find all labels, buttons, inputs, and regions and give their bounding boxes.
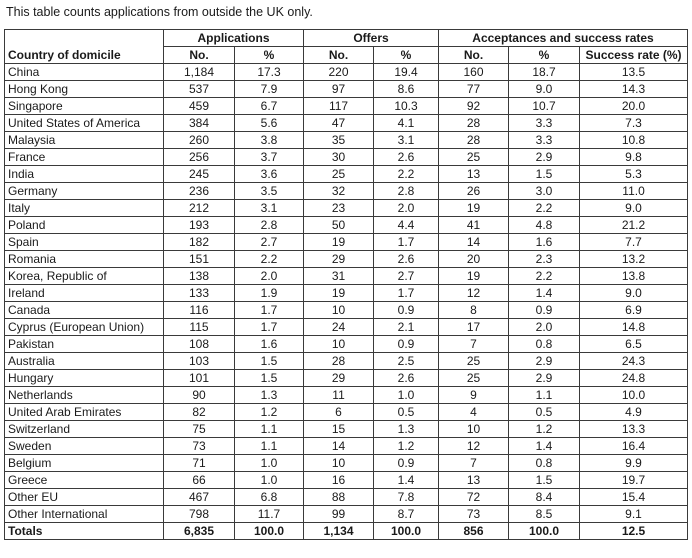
cell-success-rate: 9.9 bbox=[580, 455, 688, 472]
cell-acceptances-pct: 2.3 bbox=[509, 251, 580, 268]
cell-acceptances-no: 26 bbox=[439, 183, 509, 200]
cell-acceptances-pct: 3.3 bbox=[509, 115, 580, 132]
cell-acceptances-pct: 2.9 bbox=[509, 370, 580, 387]
column-header-applications-pct: % bbox=[235, 47, 304, 64]
totals-acceptances-pct: 100.0 bbox=[509, 523, 580, 540]
column-header-success-rate: Success rate (%) bbox=[580, 47, 688, 64]
table-row bbox=[5, 166, 688, 183]
cell-country: United States of America bbox=[5, 115, 164, 132]
cell-offers-pct: 2.6 bbox=[374, 370, 439, 387]
cell-offers-no: 29 bbox=[304, 251, 374, 268]
cell-applications-no: 71 bbox=[164, 455, 235, 472]
cell-acceptances-pct: 8.4 bbox=[509, 489, 580, 506]
cell-success-rate: 6.5 bbox=[580, 336, 688, 353]
cell-offers-pct: 7.8 bbox=[374, 489, 439, 506]
cell-acceptances-no: 12 bbox=[439, 438, 509, 455]
cell-applications-pct: 1.6 bbox=[235, 336, 304, 353]
cell-success-rate: 4.9 bbox=[580, 404, 688, 421]
cell-offers-pct: 4.1 bbox=[374, 115, 439, 132]
cell-acceptances-pct: 10.7 bbox=[509, 98, 580, 115]
cell-applications-no: 116 bbox=[164, 302, 235, 319]
cell-applications-no: 245 bbox=[164, 166, 235, 183]
column-header-offers-pct: % bbox=[374, 47, 439, 64]
table-row bbox=[5, 200, 688, 217]
cell-country: Switzerland bbox=[5, 421, 164, 438]
cell-offers-no: 30 bbox=[304, 149, 374, 166]
cell-offers-no: 15 bbox=[304, 421, 374, 438]
cell-acceptances-pct: 3.3 bbox=[509, 132, 580, 149]
cell-acceptances-pct: 1.6 bbox=[509, 234, 580, 251]
cell-acceptances-no: 14 bbox=[439, 234, 509, 251]
cell-acceptances-pct: 2.0 bbox=[509, 319, 580, 336]
cell-country: United Arab Emirates bbox=[5, 404, 164, 421]
cell-applications-no: 459 bbox=[164, 98, 235, 115]
cell-applications-pct: 2.0 bbox=[235, 268, 304, 285]
cell-country: Canada bbox=[5, 302, 164, 319]
table-row bbox=[5, 251, 688, 268]
cell-acceptances-pct: 0.8 bbox=[509, 455, 580, 472]
table-row bbox=[5, 353, 688, 370]
cell-offers-pct: 0.9 bbox=[374, 455, 439, 472]
cell-offers-no: 19 bbox=[304, 285, 374, 302]
cell-acceptances-no: 10 bbox=[439, 421, 509, 438]
cell-country: Pakistan bbox=[5, 336, 164, 353]
cell-offers-pct: 2.7 bbox=[374, 268, 439, 285]
cell-applications-no: 1,184 bbox=[164, 64, 235, 81]
totals-success-rate: 12.5 bbox=[580, 523, 688, 540]
cell-applications-no: 798 bbox=[164, 506, 235, 523]
cell-offers-no: 14 bbox=[304, 438, 374, 455]
cell-country: Cyprus (European Union) bbox=[5, 319, 164, 336]
table-row bbox=[5, 149, 688, 166]
cell-success-rate: 9.8 bbox=[580, 149, 688, 166]
cell-success-rate: 10.0 bbox=[580, 387, 688, 404]
cell-success-rate: 13.8 bbox=[580, 268, 688, 285]
cell-applications-no: 236 bbox=[164, 183, 235, 200]
cell-applications-pct: 2.7 bbox=[235, 234, 304, 251]
cell-acceptances-pct: 0.9 bbox=[509, 302, 580, 319]
cell-applications-pct: 3.7 bbox=[235, 149, 304, 166]
cell-acceptances-no: 7 bbox=[439, 455, 509, 472]
cell-acceptances-pct: 2.9 bbox=[509, 149, 580, 166]
table-row bbox=[5, 64, 688, 81]
cell-applications-pct: 1.0 bbox=[235, 472, 304, 489]
cell-acceptances-no: 8 bbox=[439, 302, 509, 319]
cell-applications-pct: 1.3 bbox=[235, 387, 304, 404]
cell-applications-pct: 3.5 bbox=[235, 183, 304, 200]
cell-acceptances-pct: 4.8 bbox=[509, 217, 580, 234]
cell-acceptances-no: 28 bbox=[439, 115, 509, 132]
cell-success-rate: 21.2 bbox=[580, 217, 688, 234]
cell-offers-no: 220 bbox=[304, 64, 374, 81]
cell-acceptances-no: 19 bbox=[439, 200, 509, 217]
cell-acceptances-no: 25 bbox=[439, 353, 509, 370]
cell-offers-pct: 2.6 bbox=[374, 251, 439, 268]
column-group-offers: Offers bbox=[304, 30, 439, 47]
cell-acceptances-no: 160 bbox=[439, 64, 509, 81]
cell-acceptances-pct: 3.0 bbox=[509, 183, 580, 200]
cell-applications-no: 75 bbox=[164, 421, 235, 438]
header-row-groups bbox=[5, 30, 688, 47]
cell-applications-pct: 6.8 bbox=[235, 489, 304, 506]
cell-success-rate: 9.0 bbox=[580, 285, 688, 302]
cell-applications-pct: 11.7 bbox=[235, 506, 304, 523]
cell-offers-no: 50 bbox=[304, 217, 374, 234]
cell-applications-no: 101 bbox=[164, 370, 235, 387]
cell-acceptances-pct: 1.4 bbox=[509, 285, 580, 302]
cell-offers-pct: 19.4 bbox=[374, 64, 439, 81]
cell-country: China bbox=[5, 64, 164, 81]
totals-row bbox=[5, 523, 688, 540]
cell-offers-pct: 0.5 bbox=[374, 404, 439, 421]
cell-applications-no: 73 bbox=[164, 438, 235, 455]
cell-country: Sweden bbox=[5, 438, 164, 455]
cell-applications-pct: 1.5 bbox=[235, 370, 304, 387]
table-row bbox=[5, 268, 688, 285]
cell-applications-pct: 3.6 bbox=[235, 166, 304, 183]
cell-success-rate: 11.0 bbox=[580, 183, 688, 200]
cell-success-rate: 14.8 bbox=[580, 319, 688, 336]
cell-success-rate: 5.3 bbox=[580, 166, 688, 183]
table-row bbox=[5, 132, 688, 149]
cell-applications-no: 467 bbox=[164, 489, 235, 506]
cell-success-rate: 13.5 bbox=[580, 64, 688, 81]
cell-applications-pct: 2.8 bbox=[235, 217, 304, 234]
cell-success-rate: 13.2 bbox=[580, 251, 688, 268]
table-row bbox=[5, 336, 688, 353]
cell-acceptances-pct: 2.2 bbox=[509, 200, 580, 217]
cell-country: India bbox=[5, 166, 164, 183]
table-row bbox=[5, 387, 688, 404]
table-row bbox=[5, 489, 688, 506]
cell-offers-pct: 1.3 bbox=[374, 421, 439, 438]
cell-applications-pct: 1.5 bbox=[235, 353, 304, 370]
cell-country: Belgium bbox=[5, 455, 164, 472]
cell-offers-pct: 0.9 bbox=[374, 302, 439, 319]
table-row bbox=[5, 217, 688, 234]
table-row bbox=[5, 472, 688, 489]
table-row bbox=[5, 98, 688, 115]
cell-country: Malaysia bbox=[5, 132, 164, 149]
cell-success-rate: 14.3 bbox=[580, 81, 688, 98]
cell-offers-pct: 4.4 bbox=[374, 217, 439, 234]
cell-acceptances-no: 7 bbox=[439, 336, 509, 353]
cell-acceptances-no: 13 bbox=[439, 472, 509, 489]
cell-success-rate: 10.8 bbox=[580, 132, 688, 149]
cell-acceptances-no: 77 bbox=[439, 81, 509, 98]
cell-acceptances-no: 73 bbox=[439, 506, 509, 523]
cell-offers-no: 29 bbox=[304, 370, 374, 387]
table-row bbox=[5, 319, 688, 336]
cell-success-rate: 16.4 bbox=[580, 438, 688, 455]
column-header-acceptances-pct: % bbox=[509, 47, 580, 64]
cell-country: Singapore bbox=[5, 98, 164, 115]
cell-acceptances-pct: 0.8 bbox=[509, 336, 580, 353]
cell-applications-no: 133 bbox=[164, 285, 235, 302]
cell-success-rate: 7.3 bbox=[580, 115, 688, 132]
cell-applications-no: 256 bbox=[164, 149, 235, 166]
cell-applications-pct: 3.8 bbox=[235, 132, 304, 149]
cell-acceptances-no: 28 bbox=[439, 132, 509, 149]
cell-offers-pct: 10.3 bbox=[374, 98, 439, 115]
column-header-acceptances-no: No. bbox=[439, 47, 509, 64]
cell-applications-no: 384 bbox=[164, 115, 235, 132]
table-row bbox=[5, 404, 688, 421]
table-row bbox=[5, 234, 688, 251]
cell-country: Italy bbox=[5, 200, 164, 217]
cell-country: Romania bbox=[5, 251, 164, 268]
totals-label: Totals bbox=[5, 523, 164, 540]
totals-acceptances-no: 856 bbox=[439, 523, 509, 540]
cell-offers-no: 47 bbox=[304, 115, 374, 132]
cell-success-rate: 7.7 bbox=[580, 234, 688, 251]
cell-offers-pct: 2.1 bbox=[374, 319, 439, 336]
cell-acceptances-pct: 1.4 bbox=[509, 438, 580, 455]
cell-applications-no: 66 bbox=[164, 472, 235, 489]
cell-offers-no: 35 bbox=[304, 132, 374, 149]
cell-country: Netherlands bbox=[5, 387, 164, 404]
cell-country: France bbox=[5, 149, 164, 166]
cell-offers-no: 19 bbox=[304, 234, 374, 251]
cell-success-rate: 9.1 bbox=[580, 506, 688, 523]
cell-applications-no: 260 bbox=[164, 132, 235, 149]
cell-offers-no: 117 bbox=[304, 98, 374, 115]
cell-applications-no: 115 bbox=[164, 319, 235, 336]
cell-acceptances-no: 41 bbox=[439, 217, 509, 234]
cell-success-rate: 13.3 bbox=[580, 421, 688, 438]
cell-offers-no: 6 bbox=[304, 404, 374, 421]
cell-offers-pct: 1.7 bbox=[374, 234, 439, 251]
cell-country: Ireland bbox=[5, 285, 164, 302]
cell-success-rate: 9.0 bbox=[580, 200, 688, 217]
cell-offers-pct: 0.9 bbox=[374, 336, 439, 353]
cell-offers-no: 25 bbox=[304, 166, 374, 183]
cell-applications-pct: 3.1 bbox=[235, 200, 304, 217]
cell-applications-pct: 1.7 bbox=[235, 302, 304, 319]
cell-applications-no: 182 bbox=[164, 234, 235, 251]
totals-offers-no: 1,134 bbox=[304, 523, 374, 540]
cell-offers-pct: 1.4 bbox=[374, 472, 439, 489]
cell-offers-no: 10 bbox=[304, 302, 374, 319]
table-row bbox=[5, 115, 688, 132]
cell-country: Germany bbox=[5, 183, 164, 200]
cell-acceptances-no: 12 bbox=[439, 285, 509, 302]
cell-success-rate: 15.4 bbox=[580, 489, 688, 506]
cell-country: Hong Kong bbox=[5, 81, 164, 98]
table-row bbox=[5, 302, 688, 319]
table-row bbox=[5, 183, 688, 200]
cell-acceptances-pct: 1.2 bbox=[509, 421, 580, 438]
cell-acceptances-pct: 2.9 bbox=[509, 353, 580, 370]
cell-country: Australia bbox=[5, 353, 164, 370]
cell-applications-no: 90 bbox=[164, 387, 235, 404]
table-body bbox=[5, 64, 688, 523]
table-row bbox=[5, 455, 688, 472]
column-header-offers-no: No. bbox=[304, 47, 374, 64]
column-group-acceptances: Acceptances and success rates bbox=[439, 30, 688, 47]
cell-applications-no: 138 bbox=[164, 268, 235, 285]
cell-country: Other EU bbox=[5, 489, 164, 506]
cell-applications-no: 103 bbox=[164, 353, 235, 370]
cell-applications-pct: 17.3 bbox=[235, 64, 304, 81]
cell-applications-pct: 5.6 bbox=[235, 115, 304, 132]
cell-offers-no: 97 bbox=[304, 81, 374, 98]
cell-country: Greece bbox=[5, 472, 164, 489]
cell-applications-no: 82 bbox=[164, 404, 235, 421]
cell-offers-pct: 1.7 bbox=[374, 285, 439, 302]
cell-applications-pct: 1.9 bbox=[235, 285, 304, 302]
cell-acceptances-no: 17 bbox=[439, 319, 509, 336]
cell-acceptances-no: 25 bbox=[439, 370, 509, 387]
cell-offers-no: 10 bbox=[304, 336, 374, 353]
table-caption: This table counts applications from outside the UK only. bbox=[6, 5, 313, 19]
cell-applications-no: 537 bbox=[164, 81, 235, 98]
cell-applications-pct: 7.9 bbox=[235, 81, 304, 98]
applications-table bbox=[4, 29, 688, 540]
cell-acceptances-pct: 9.0 bbox=[509, 81, 580, 98]
cell-acceptances-pct: 8.5 bbox=[509, 506, 580, 523]
cell-success-rate: 6.9 bbox=[580, 302, 688, 319]
cell-offers-no: 28 bbox=[304, 353, 374, 370]
cell-acceptances-no: 25 bbox=[439, 149, 509, 166]
cell-country: Hungary bbox=[5, 370, 164, 387]
cell-offers-pct: 8.7 bbox=[374, 506, 439, 523]
cell-offers-pct: 2.6 bbox=[374, 149, 439, 166]
totals-offers-pct: 100.0 bbox=[374, 523, 439, 540]
cell-offers-pct: 2.5 bbox=[374, 353, 439, 370]
column-header-applications-no: No. bbox=[164, 47, 235, 64]
cell-acceptances-no: 92 bbox=[439, 98, 509, 115]
cell-offers-no: 31 bbox=[304, 268, 374, 285]
cell-offers-pct: 8.6 bbox=[374, 81, 439, 98]
cell-success-rate: 20.0 bbox=[580, 98, 688, 115]
column-group-applications: Applications bbox=[164, 30, 304, 47]
cell-acceptances-no: 72 bbox=[439, 489, 509, 506]
cell-success-rate: 24.3 bbox=[580, 353, 688, 370]
cell-acceptances-no: 4 bbox=[439, 404, 509, 421]
cell-applications-pct: 1.2 bbox=[235, 404, 304, 421]
cell-offers-no: 24 bbox=[304, 319, 374, 336]
cell-offers-no: 11 bbox=[304, 387, 374, 404]
cell-acceptances-no: 19 bbox=[439, 268, 509, 285]
cell-acceptances-pct: 1.1 bbox=[509, 387, 580, 404]
table-row bbox=[5, 506, 688, 523]
cell-acceptances-no: 20 bbox=[439, 251, 509, 268]
cell-country: Other International bbox=[5, 506, 164, 523]
table-row bbox=[5, 81, 688, 98]
cell-success-rate: 24.8 bbox=[580, 370, 688, 387]
column-header-country: Country of domicile bbox=[5, 30, 164, 64]
cell-acceptances-pct: 1.5 bbox=[509, 166, 580, 183]
cell-offers-no: 23 bbox=[304, 200, 374, 217]
cell-applications-no: 108 bbox=[164, 336, 235, 353]
cell-country: Korea, Republic of bbox=[5, 268, 164, 285]
totals-applications-no: 6,835 bbox=[164, 523, 235, 540]
cell-offers-pct: 2.8 bbox=[374, 183, 439, 200]
cell-offers-pct: 2.2 bbox=[374, 166, 439, 183]
cell-applications-pct: 1.0 bbox=[235, 455, 304, 472]
cell-country: Poland bbox=[5, 217, 164, 234]
cell-applications-no: 212 bbox=[164, 200, 235, 217]
cell-offers-no: 32 bbox=[304, 183, 374, 200]
cell-offers-pct: 2.0 bbox=[374, 200, 439, 217]
cell-applications-pct: 1.1 bbox=[235, 421, 304, 438]
cell-acceptances-pct: 2.2 bbox=[509, 268, 580, 285]
cell-applications-no: 193 bbox=[164, 217, 235, 234]
cell-offers-pct: 1.2 bbox=[374, 438, 439, 455]
cell-applications-pct: 1.1 bbox=[235, 438, 304, 455]
table-row bbox=[5, 421, 688, 438]
table-row bbox=[5, 285, 688, 302]
cell-offers-pct: 1.0 bbox=[374, 387, 439, 404]
table-row bbox=[5, 438, 688, 455]
cell-offers-no: 16 bbox=[304, 472, 374, 489]
cell-success-rate: 19.7 bbox=[580, 472, 688, 489]
cell-applications-no: 151 bbox=[164, 251, 235, 268]
cell-country: Spain bbox=[5, 234, 164, 251]
cell-applications-pct: 6.7 bbox=[235, 98, 304, 115]
cell-acceptances-no: 13 bbox=[439, 166, 509, 183]
cell-offers-no: 88 bbox=[304, 489, 374, 506]
cell-offers-no: 99 bbox=[304, 506, 374, 523]
cell-offers-no: 10 bbox=[304, 455, 374, 472]
cell-acceptances-pct: 1.5 bbox=[509, 472, 580, 489]
cell-acceptances-no: 9 bbox=[439, 387, 509, 404]
totals-applications-pct: 100.0 bbox=[235, 523, 304, 540]
cell-acceptances-pct: 18.7 bbox=[509, 64, 580, 81]
cell-applications-pct: 2.2 bbox=[235, 251, 304, 268]
cell-offers-pct: 3.1 bbox=[374, 132, 439, 149]
cell-acceptances-pct: 0.5 bbox=[509, 404, 580, 421]
table-row bbox=[5, 370, 688, 387]
cell-applications-pct: 1.7 bbox=[235, 319, 304, 336]
